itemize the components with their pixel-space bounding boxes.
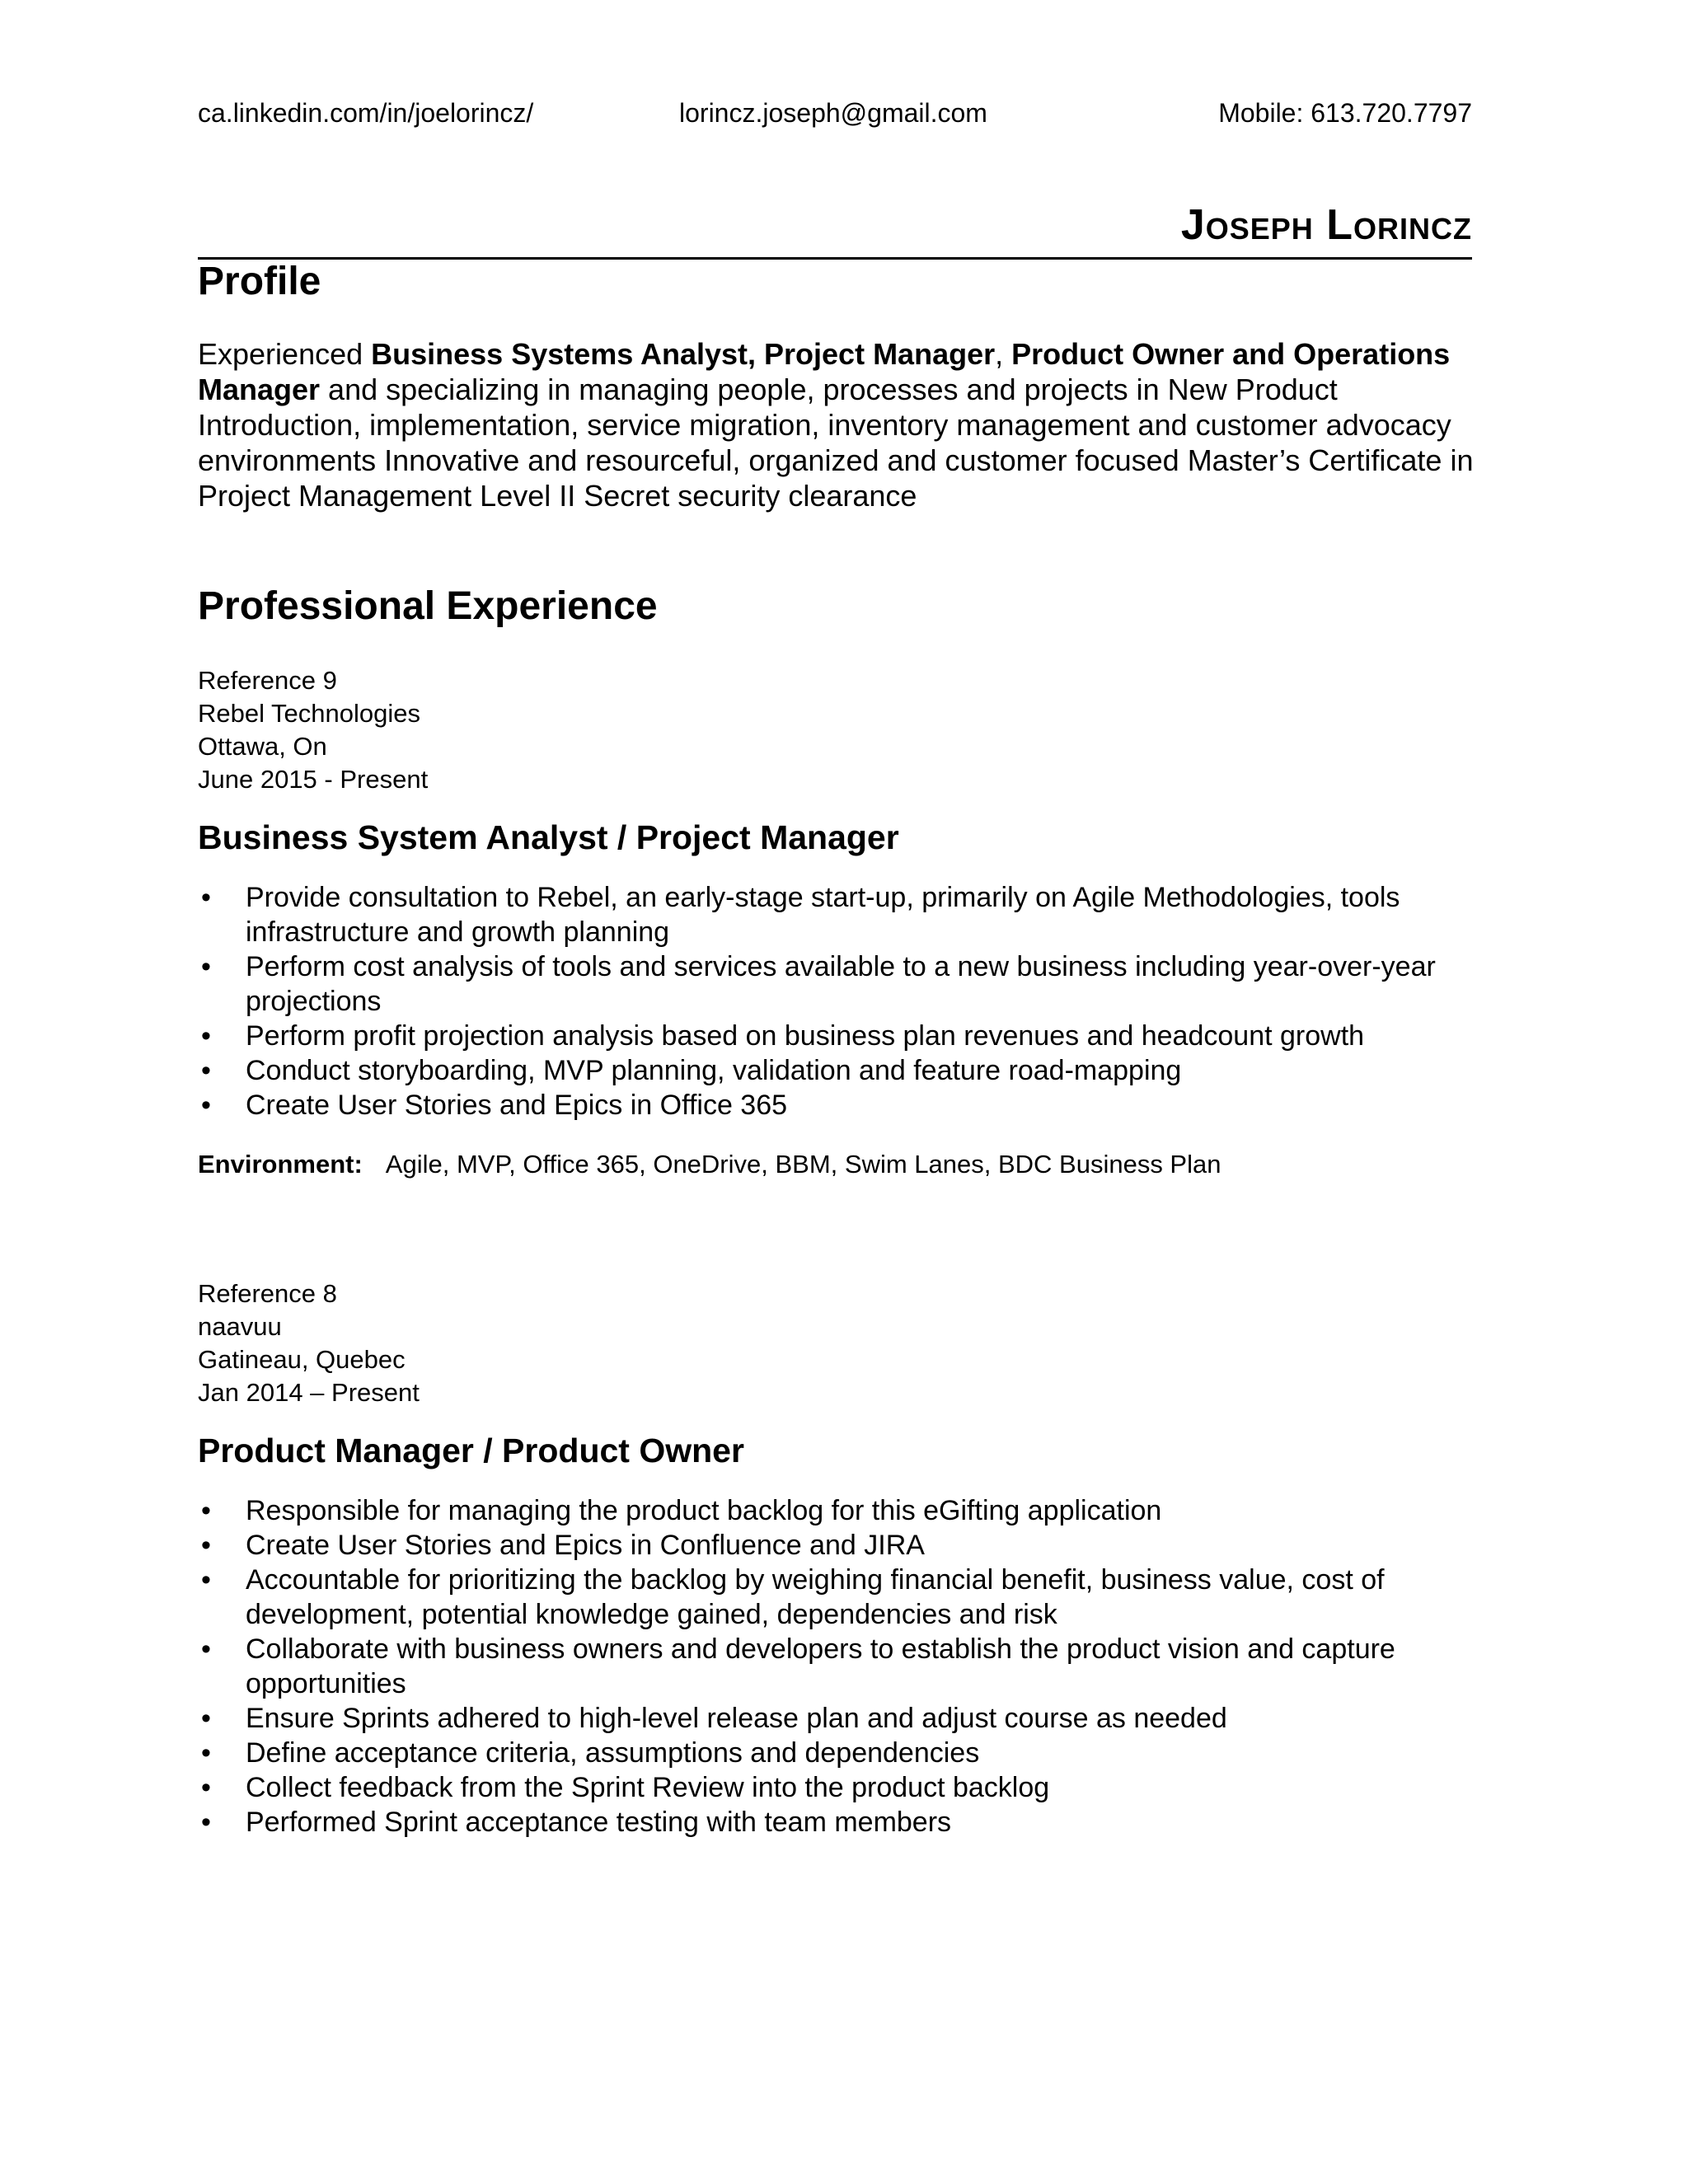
job-dates: June 2015 - Present — [198, 765, 429, 794]
job-responsibilities — [198, 1493, 1472, 1840]
profile-summary — [198, 336, 1484, 513]
profile-text-3: and specializing in managing people, processes and projects in New Product Introduction, implementation, service migration, inventory management and customer advocacy environments Innovative and resourceful, organized and customer focused Master’s Certificate in Project Management Level II Secret security clearance — [198, 373, 1474, 513]
job-title: Business System Analyst / Project Manager — [198, 818, 899, 856]
list-item — [198, 949, 1467, 1019]
resume-page — [198, 0, 1472, 2184]
mobile-number: Mobile: 613.720.7797 — [1218, 98, 1472, 128]
list-item-text: Responsible for managing the product backlog for this eGifting application — [246, 1495, 1162, 1526]
job-title: Product Manager / Product Owner — [198, 1432, 744, 1469]
job-location: Ottawa, On — [198, 732, 327, 761]
email-address[interactable]: lorincz.joseph@gmail.com — [679, 98, 987, 128]
job-company: naavuu — [198, 1312, 282, 1341]
list-item — [198, 1053, 1467, 1088]
header-divider — [198, 257, 1472, 260]
list-item — [198, 1701, 1467, 1736]
list-item-text: Performed Sprint acceptance testing with team members — [246, 1807, 952, 1838]
list-item — [198, 1019, 1467, 1053]
list-item-text: Create User Stories and Epics in Office 365 — [246, 1090, 788, 1121]
list-item — [198, 1493, 1467, 1528]
list-item-text: Conduct storyboarding, MVP planning, validation and feature road-mapping — [246, 1055, 1182, 1086]
job-company: Rebel Technologies — [198, 699, 421, 728]
list-item-text: Collaborate with business owners and developers to establish the product vision and capture opportunities — [246, 1633, 1395, 1699]
list-item-text: Define acceptance criteria, assumptions and dependencies — [246, 1737, 980, 1769]
profile-text-1: Experienced — [198, 337, 372, 371]
list-item — [198, 1736, 1467, 1770]
job-reference: Reference 9 — [198, 666, 337, 695]
list-item — [198, 880, 1467, 949]
experience-heading: Professional Experience — [198, 584, 658, 628]
list-item — [198, 1563, 1467, 1632]
profile-bold-roles-2: Product Owner and Operations Manager — [198, 337, 1451, 406]
environment-line — [198, 1146, 1472, 1183]
list-item — [198, 1805, 1467, 1840]
list-item-text: Accountable for prioritizing the backlog by weighing financial benefit, business value, cost of development, potential knowledge gained, dependencies and risk — [246, 1564, 1385, 1630]
job-entry — [198, 664, 1472, 1183]
environment-label: Environment: — [198, 1150, 363, 1179]
bullet-icon: • — [201, 1530, 211, 1561]
list-item-text: Provide consultation to Rebel, an early-stage start-up, primarily on Agile Methodologies, tools infrastructure and growth planning — [246, 882, 1400, 948]
job-meta — [198, 664, 1472, 796]
job-location: Gatineau, Quebec — [198, 1345, 406, 1374]
list-item — [198, 1632, 1467, 1701]
bullet-icon: • — [201, 1703, 211, 1734]
bullet-icon: • — [201, 1807, 211, 1838]
bullet-icon: • — [201, 1772, 211, 1803]
profile-text-2: , — [995, 337, 1012, 371]
list-item — [198, 1528, 1467, 1563]
list-item — [198, 1770, 1467, 1805]
list-item-text: Perform cost analysis of tools and services available to a new business including year-over-year projections — [246, 951, 1436, 1017]
bullet-icon: • — [201, 1495, 211, 1526]
bullet-icon: • — [201, 951, 211, 982]
job-entry — [198, 1277, 1472, 1840]
job-dates: Jan 2014 – Present — [198, 1378, 420, 1407]
list-item-text: Collect feedback from the Sprint Review into the product backlog — [246, 1772, 1050, 1803]
job-meta — [198, 1277, 1472, 1409]
bullet-icon: • — [201, 1090, 211, 1121]
bullet-icon: • — [201, 1737, 211, 1769]
bullet-icon: • — [201, 1055, 211, 1086]
list-item-text: Create User Stories and Epics in Confluence and JIRA — [246, 1530, 925, 1561]
bullet-icon: • — [201, 1020, 211, 1052]
profile-bold-roles-1: Business Systems Analyst, Project Manager — [371, 337, 996, 371]
list-item-text: Perform profit projection analysis based on business plan revenues and headcount growth — [246, 1020, 1365, 1052]
job-reference: Reference 8 — [198, 1279, 337, 1308]
linkedin-url[interactable]: ca.linkedin.com/in/joelorincz/ — [198, 98, 534, 128]
list-item-text: Ensure Sprints adhered to high-level release plan and adjust course as needed — [246, 1703, 1227, 1734]
bullet-icon: • — [201, 882, 211, 913]
candidate-name: Joseph Lorincz — [1180, 201, 1472, 249]
bullet-icon: • — [201, 1633, 211, 1665]
list-item — [198, 1088, 1467, 1122]
environment-value: Agile, MVP, Office 365, OneDrive, BBM, Swim Lanes, BDC Business Plan — [385, 1150, 1221, 1179]
job-responsibilities — [198, 880, 1472, 1122]
bullet-icon: • — [201, 1564, 211, 1596]
profile-heading: Profile — [198, 260, 321, 303]
contact-line — [198, 92, 1472, 134]
